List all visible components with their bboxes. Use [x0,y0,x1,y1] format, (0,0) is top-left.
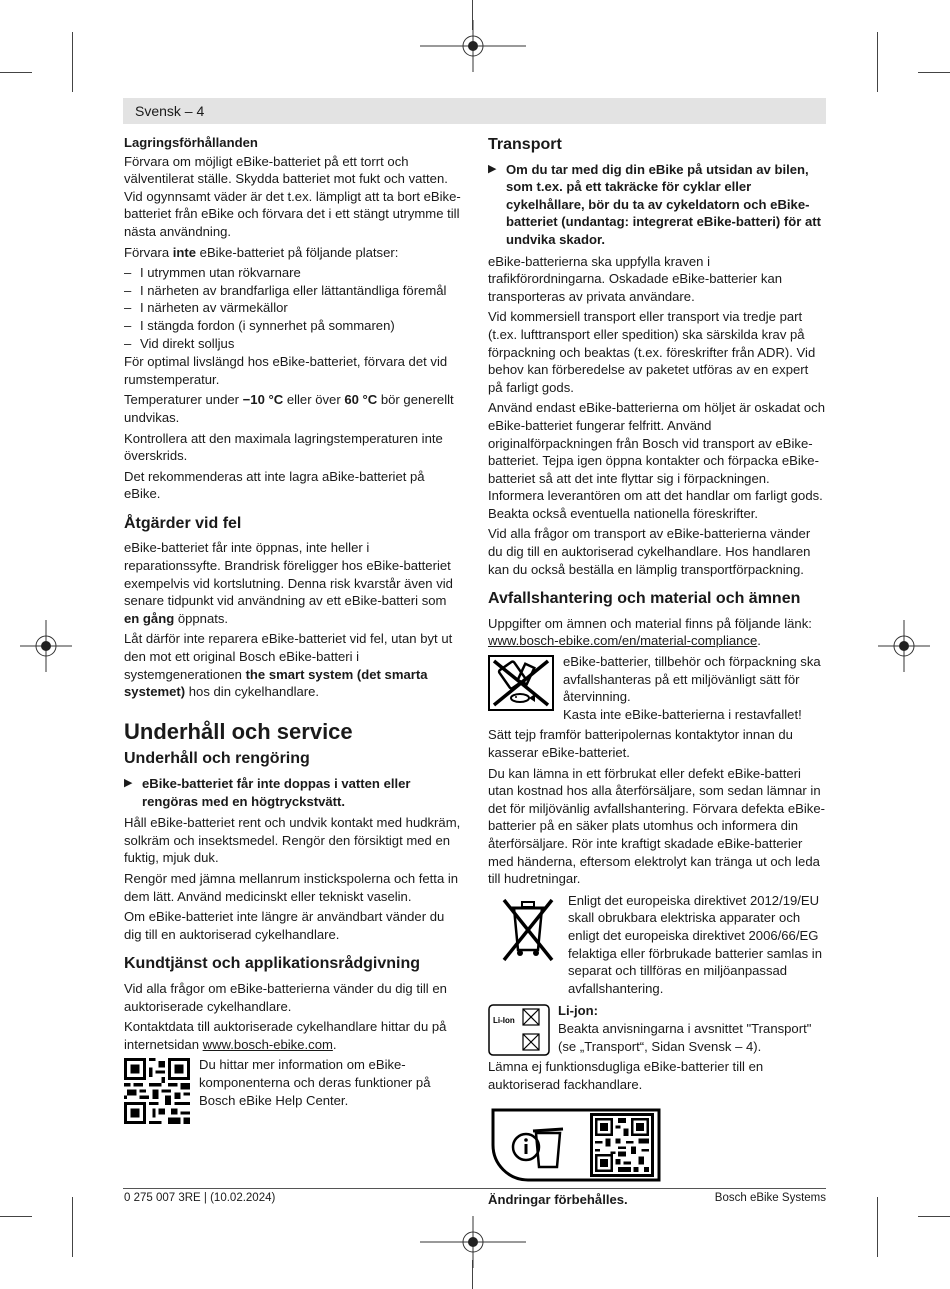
li-ion-heading: Li-jon: [558,1003,598,1019]
bosch-ebike-link[interactable]: www.bosch-ebike.com [202,1036,333,1052]
crop-mark [918,1216,950,1217]
crop-mark [0,1216,32,1217]
cleaning-warning: ▶ eBike-batteriet får inte doppas i vatten eller rengöras med en högtryckstvätt. [124,775,464,810]
help-center-block [124,1056,464,1124]
footer-brand: Bosch eBike Systems [714,1192,826,1204]
list-item: – I närheten av brandfarliga eller lättantändliga föremål [124,282,464,300]
transport-paragraph: eBike-batterierna ska uppfylla kraven i trafikförordningarna. Oskadade eBike-batterier kan transporteras av privata användare. [488,253,783,304]
crop-mark [72,1197,73,1257]
crop-mark [72,32,73,92]
li-ion-battery-icon [488,1004,550,1056]
cleaning-paragraph: Håll eBike-batteriet rent och undvik kontakt med hudkräm, solkräm och insektsmedel. Rengör den försiktigt med en fuktig, mjuk duk. [124,815,461,866]
service-paragraph: Kontaktdata till auktoriserade cykelhandlare hittar du på internetsidan www.bosch-ebike.com. [124,1019,447,1052]
temperature-paragraph: Temperaturer under −10 °C eller över 60 °C bör generellt undvikas. [124,392,454,425]
weee-block [488,892,826,1001]
left-column [124,134,464,1124]
help-center-text: Du hittar mer information om eBike-komponenterna och deras funktioner på Bosch eBike Help Center. [199,1057,431,1108]
cleaning-paragraph: Rengör med jämna mellanrum instickspolerna och fetta in dem lätt. Använd medicinskt eller tekniskt vaselin. [124,870,459,904]
list-item: – I närheten av värmekällor [124,299,464,317]
disposal-icon-text: eBike-batterier, tillbehör och förpackning ska avfallshanteras på ett miljövänligt sätt för återvinning. [563,654,821,705]
li-ion-block [488,1002,826,1058]
transport-paragraph: Använd endast eBike-batterierna om höljet är oskadat och eBike-batteriet fungerar felfritt. Använd originalförpackningen från Bosch vid transport av eBike-batteriet. Tejpa igen öppna kontakter och förpacka eBike-batteriet så att det inte flyttar sig i förpackningen. Informera leverantören om att det handlar om farligt gods. Beakta också eventuella nationella föreskrifter. [488,400,826,521]
disposal-icon-text: Kasta inte eBike-batterierna i restavfallet! [563,706,802,722]
crop-mark [918,72,950,73]
disposal-paragraph: Sätt tejp framför batteripolernas kontaktytor innan du kasserar eBike-batteriet. [488,727,793,760]
storage-paragraph: Det rekommenderas att inte lagra aBike-batteriet på eBike. [124,468,425,502]
transport-paragraph: Vid kommersiell transport eller transport via tredje part (t.ex. lufttransport eller spedition) ska särskilda krav på förpackning och beaktas (t.ex. föreskrifter från ADR). Vid behov kan förberedelse av paketet utföras av en expert på farligt gods. [488,309,816,395]
right-column [488,134,826,1210]
storage-paragraph: Förvara om möjligt eBike-batteriet på ett torrt och välventilerat ställe. Skydda batteriet mot fukt och vatten. Vid ogynnsamt väder är det t.ex. lämpligt att ta bort eBike-batteriet från eBike och förvara det i ett stängt utrymme till nästa användning. [124,153,461,239]
weee-directive-text: Enligt det europeiska direktivet 2012/19/EU skall obrukbara elektriska apparater och enligt det europeiska direktivet 2006/66/EG felaktiga eller förbrukade batterier samlas in separat och tillföras en miljöanpassad avfallshantering. [568,892,822,996]
fault-paragraph: eBike-batteriet får inte öppnas, inte heller i reparationssyfte. Brandrisk föreligger hos eBike-batteriet exempelvis vid kortslutning. Denna risk kvarstår även vid senare tidpunkt vid användning av ett eBike-batteri som en gång öppnats. [124,540,453,626]
qr-code-icon [124,1058,190,1124]
crossed-out-wheelie-bin-icon [498,894,558,964]
no-household-waste-block [488,653,826,726]
disposal-heading: Avfallshantering och material och ämnen [488,590,801,608]
disposal-paragraph: Du kan lämna in ett förbrukat eller defekt eBike-batteri utan kostnad hos alla återförsäljare, som sedan lämnar in det för miljövänlig avfallshantering. Förvara defekta eBike-batterier på en säker plats utomhus och informera din återförsäljare. Rör inte kraftigt skadade eBike-batterier med händerna, eftersom elektrolyt kan tränga ut och leda till hudretningar. [488,765,825,887]
list-item: – I utrymmen utan rökvarnare [124,264,464,282]
material-compliance-link[interactable]: www.bosch-ebike.com/en/material-compliance [488,633,758,649]
storage-paragraph: För optimal livslängd hos eBike-batteriet, förvara det vid rumstemperatur. [124,354,448,387]
transport-heading: Transport [488,136,562,153]
footer-divider [123,1188,826,1189]
material-compliance-line: www.bosch-ebike.com/en/material-compliance. [488,633,761,649]
transport-warning: ▶ Om du tar med dig din eBike på utsidan av bilen, som t.ex. på ett takräcke för cyklar eller cykelhållare, bör du ta av cykeldatorn och eBike-batteriet (undantag: integrerat eBike-batteri) för att undvika skador. [488,161,826,249]
maintenance-title: Underhåll och service [124,718,353,744]
list-item: – I stängda fordon (i synnerhet på sommaren) [124,317,464,335]
no-household-waste-icon [488,655,554,711]
service-paragraph: Vid alla frågor om eBike-batterierna vänder du dig till en auktoriserade cykelhandlare. [124,980,447,1014]
storage-paragraph: Kontrollera att den maximala lagringstemperaturen inte överskrids. [124,430,443,464]
service-heading: Kundtjänst och applikationsrådgivning [124,955,421,973]
disposal-paragraph: Lämna ej funktionsdugliga eBike-batterier till en auktoriserad fackhandlare. [488,1059,764,1092]
cleaning-heading: Underhåll och rengöring [124,750,310,768]
storage-heading: Lagringsförhållanden [124,135,258,150]
storage-places-list [124,264,464,352]
registration-mark-right [878,620,930,672]
li-ion-icon-label: Li-Ion [493,1016,515,1026]
registration-mark-left [20,620,72,672]
crop-mark [877,1197,878,1257]
crop-mark [877,32,878,92]
fault-paragraph: Låt därför inte reparera eBike-batteriet vid fel, utan byt ut den mot ett original Bosch eBike-batteri i systemgenerationen the smart system (det smarta systemet) hos din cykelhandlare. [124,631,453,700]
info-recycling-badge [490,1107,662,1183]
crop-mark [0,72,32,73]
storage-places-intro: Förvara inte eBike-batteriet på följande platser: [124,244,399,260]
no-household-waste-text [563,653,826,726]
changes-reserved: Ändringar förbehålles. [488,1192,628,1208]
registration-mark-top [420,20,526,72]
registration-mark-bottom [420,1216,526,1268]
page-header [123,98,826,124]
list-item: – Vid direkt solljus [124,335,464,353]
li-ion-text: Beakta anvisningarna i avsnittet "Transport" (se „Transport“, Sidan Svensk – 4). [558,1020,812,1054]
li-ion-text-block [558,1002,826,1058]
page-header-label: Svensk – 4 [135,103,205,119]
disposal-paragraph: Uppgifter om ämnen och material finns på följande länk: [488,615,812,631]
fault-heading: Åtgärder vid fel [124,514,242,532]
transport-paragraph: Vid alla frågor om transport av eBike-batterierna vänder du dig till en auktoriserad cykelhandlare. Hos handlaren kan du också beställa en lämplig transportförpackning. [488,526,811,577]
footer-document-number: 0 275 007 3RE | (10.02.2024) [124,1192,276,1204]
cleaning-paragraph: Om eBike-batteriet inte längre är användbart vänder du dig till en auktoriserad cykelhandlare. [124,909,445,942]
